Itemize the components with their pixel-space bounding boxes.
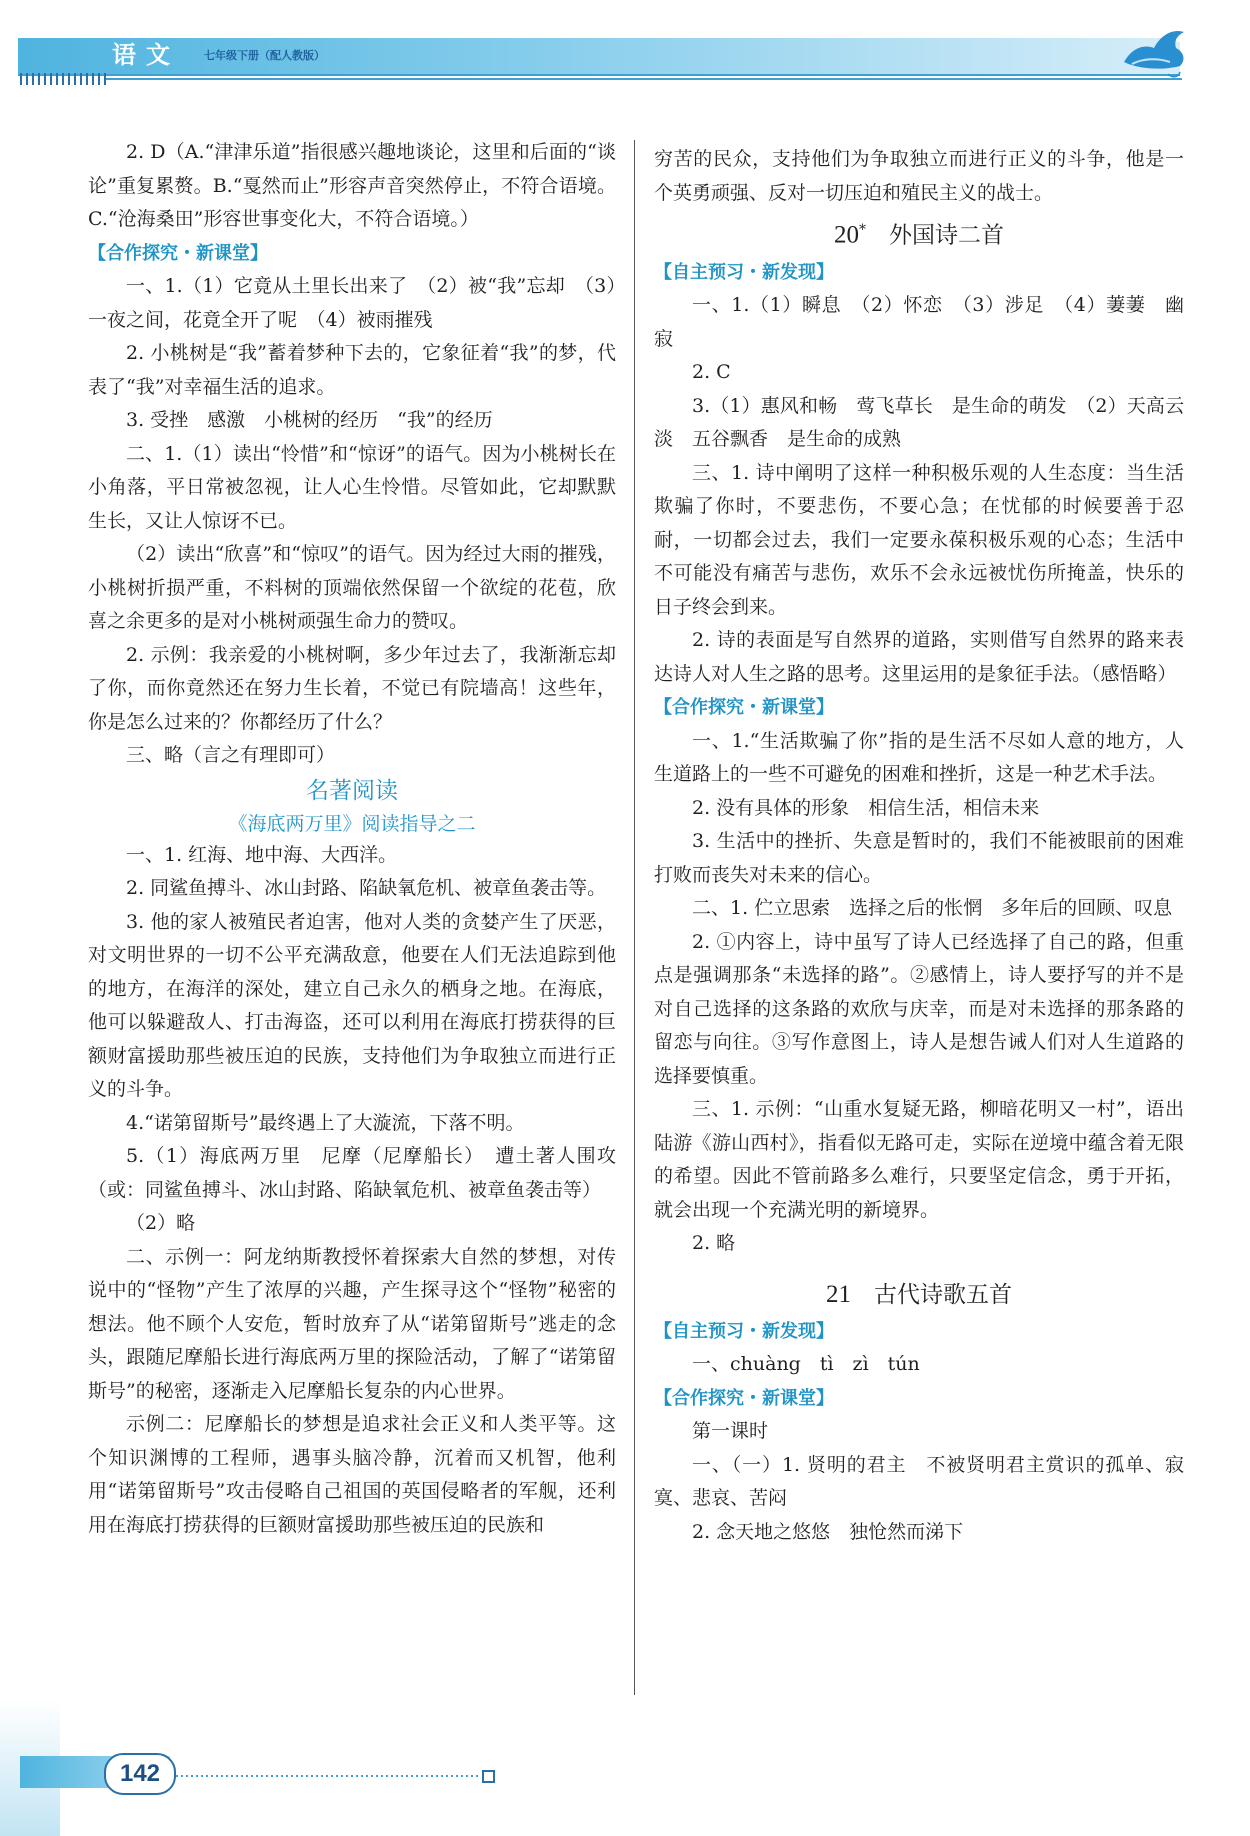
footer-square-icon (482, 1770, 495, 1783)
answer-paragraph: 二、1.（1）读出“怜惜”和“惊讶”的语气。因为小桃树长在小角落，平日常被忽视，让人心生怜惜。尽管如此，它却默默生长，又让人惊讶不已。 (88, 442, 616, 532)
lesson-number: 21 (826, 1280, 851, 1308)
answer-paragraph: 4.“诺第留斯号”最终遇上了大漩流，下落不明。 (126, 1111, 525, 1134)
answer-paragraph: 三、略（言之有理即可） (126, 744, 336, 766)
lesson-name: 古代诗歌五首 (874, 1281, 1012, 1308)
answer-paragraph: （2）略 (126, 1212, 196, 1234)
answer-paragraph: 第一课时 (692, 1420, 769, 1443)
grade-label: 七年级下册（配人教版） (204, 49, 325, 62)
header-rule (106, 78, 1182, 80)
optional-mark: * (859, 222, 866, 238)
answer-paragraph: 三、1. 示例：“山重水复疑无路，柳暗花明又一村”，语出陆游《游山西村》，指看似无路可走，实际在逆境中蕴含着无限的希望。因此不管前路多么难行，只要坚定信念，勇于开拓，就会出现一个充满光明的新境界。 (654, 1098, 1184, 1221)
answer-paragraph: 2. 没有具体的形象 相信生活，相信未来 (692, 796, 1040, 819)
answer-paragraph: 2. ①内容上，诗中虽写了诗人已经选择了自己的路，但重点是强调那条“未选择的路”。②感情上，诗人要抒写的并不是对自己选择的这条路的欢欣与庆幸，而是对未选择的那条路的留恋与向往。③写作意图上，诗人是想告诫人们对人生道路的选择要慎重。 (654, 930, 1184, 1087)
right-column (654, 143, 1184, 1549)
lesson-title-21 (654, 1275, 1184, 1315)
answer-paragraph: 2. 念天地之悠悠 独怆然而涕下 (692, 1520, 964, 1543)
answer-paragraph: 一、1.“生活欺骗了你”指的是生活不尽如人意的地方，人生道路上的一些不可避免的困难和挫折，这是一种艺术手法。 (654, 729, 1184, 786)
answer-paragraph: 一、（一）1. 贤明的君主 不被贤明君主赏识的孤单、寂寞、悲哀、苦闷 (654, 1453, 1184, 1510)
column-divider (634, 140, 635, 1695)
section-heading: 【合作探究・新课堂】 (654, 697, 834, 719)
answer-paragraph: 3. 受挫 感激 小桃树的经历 “我”的经历 (126, 409, 493, 431)
answer-paragraph: 2. 小桃树是“我”蓄着梦种下去的，它象征着“我”的梦，代表了“我”对幸福生活的追求。 (88, 342, 616, 398)
answer-paragraph: 2. 诗的表面是写自然界的道路，实则借写自然界的路来表达诗人对人生之路的思考。这里运用的是象征手法。（感悟略） (654, 629, 1184, 685)
lesson-number: 20 (834, 221, 859, 249)
answer-paragraph: 一、chuàng tì zì tún (692, 1353, 920, 1376)
answer-paragraph: 3. 他的家人被殖民者迫害，他对人类的贪婪产生了厌恶，对文明世界的一切不公平充满敌意，他要在人们无法追踪到他的地方，在海洋的深处，建立自己永久的栖身之地。在海底，他可以躲避敌人、打击海盗，还可以利用在海底打捞获得的巨额财富援助那些被压迫的民族，支持他们为争取独立而进行正义的斗争。 (88, 910, 616, 1100)
bird-logo-icon (1118, 18, 1190, 80)
answer-paragraph: 示例二：尼摩船长的梦想是追求社会正义和人类平等。这个知识渊博的工程师，遇事头脑冷静，沉着而又机智，他利用“诺第留斯号”攻击侵略自己祖国的英国侵略者的军舰，还利用在海底打捞获得的巨额财富援助那些被压迫的民族和 (88, 1413, 616, 1536)
section-heading: 【合作探究・新课堂】 (654, 1387, 834, 1409)
left-column (88, 136, 616, 1542)
reading-subtitle: 《海底两万里》阅读指导之二 (228, 812, 476, 835)
section-heading: 【自主预习・新发现】 (654, 1320, 834, 1342)
answer-paragraph: 2. C (692, 361, 731, 384)
lesson-title-20 (654, 210, 1184, 256)
page-number: 142 (104, 1753, 176, 1795)
subject-label: 语文 (112, 40, 180, 69)
section-heading: 【自主预习・新发现】 (654, 261, 834, 283)
footer-dotted-rule (176, 1775, 478, 1777)
answer-paragraph: 2. 同鲨鱼搏斗、冰山封路、陷缺氧危机、被章鱼袭击等。 (126, 877, 607, 899)
answer-paragraph: 2. 略 (692, 1232, 736, 1255)
answer-paragraph: 3. 生活中的挫折、失意是暂时的，我们不能被眼前的困难打败而丧失对未来的信心。 (654, 830, 1184, 886)
lesson-name: 外国诗二首 (889, 222, 1004, 249)
answer-paragraph: 一、1.（1）它竟从土里长出来了 （2）被“我”忘却 （3）一夜之间，花竟全开了呢 （4）被雨摧残 (88, 275, 616, 331)
header-ticks (20, 73, 106, 85)
section-heading: 【合作探究・新课堂】 (88, 242, 268, 264)
header-band (18, 38, 1180, 76)
answer-paragraph: 一、1.（1）瞬息 （2）怀恋 （3）涉足 （4）萋萋 幽寂 (654, 294, 1184, 350)
answer-paragraph: 一、1. 红海、地中海、大西洋。 (126, 843, 398, 866)
reading-title: 名著阅读 (306, 777, 398, 804)
answer-paragraph: （2）读出“欣喜”和“惊叹”的语气。因为经过大雨的摧残，小桃树折损严重，不料树的顶端依然保留一个欲绽的花苞，欣喜之余更多的是对小桃树顽强生命力的赞叹。 (88, 543, 616, 632)
answer-paragraph: 二、示例一：阿龙纳斯教授怀着探索大自然的梦想，对传说中的“怪物”产生了浓厚的兴趣，产生探寻这个“怪物”秘密的想法。他不顾个人安危，暂时放弃了从“诺第留斯号”逃走的念头，跟随尼摩船长进行海底两万里的探险活动，了解了“诺第留斯号”的秘密，逐渐走入尼摩船长复杂的内心世界。 (88, 1245, 616, 1402)
answer-paragraph: 穷苦的民众，支持他们为争取独立而进行正义的斗争，他是一个英勇顽强、反对一切压迫和殖民主义的战士。 (654, 148, 1184, 204)
answer-paragraph: 5.（1）海底两万里 尼摩（尼摩船长） 遭土著人围攻（或：同鲨鱼搏斗、冰山封路、陷缺氧危机、被章鱼袭击等） (88, 1145, 616, 1201)
answer-paragraph: 三、1. 诗中阐明了这样一种积极乐观的人生态度：当生活欺骗了你时，不要悲伤，不要心急；在忧郁的时候要善于忍耐，一切都会过去，我们一定要永葆积极乐观的心态；生活中不可能没有痛苦与悲伤，欢乐不会永远被忧伤所掩盖，快乐的日子终会到来。 (654, 461, 1184, 618)
answer-paragraph: 3.（1）惠风和畅 莺飞草长 是生命的萌发 （2）天高云淡 五谷飘香 是生命的成熟 (654, 394, 1184, 451)
answer-paragraph: 二、1. 伫立思索 选择之后的怅惘 多年后的回顾、叹息 (692, 897, 1173, 920)
answer-paragraph: 2. D（A.“津津乐道”指很感兴趣地谈论，这里和后面的“谈论”重复累赘。B.“戛然而止”形容声音突然停止，不符合语境。C.“沧海桑田”形容世事变化大，不符合语境。） (88, 141, 616, 230)
answer-paragraph: 2. 示例：我亲爱的小桃树啊，多少年过去了，我渐渐忘却了你，而你竟然还在努力生长着，不觉已有院墙高！这些年，你是怎么过来的？你都经历了什么？ (88, 643, 616, 733)
